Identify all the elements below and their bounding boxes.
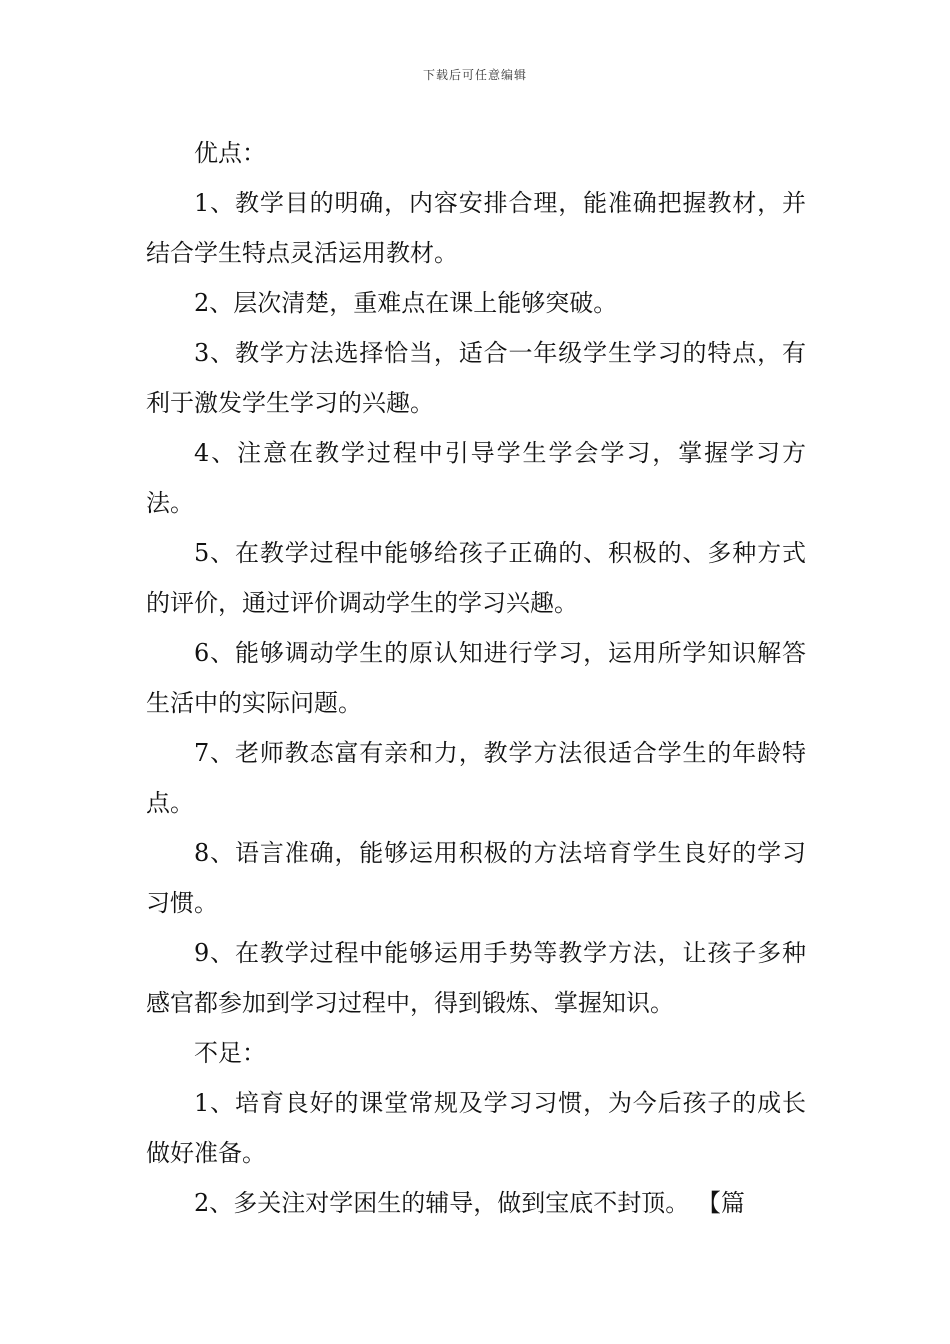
paragraph-weakness-2: 2、多关注对学困生的辅导，做到宝底不封顶。 【篇 bbox=[194, 1189, 745, 1217]
paragraph-strength-2: 2、层次清楚，重难点在课上能够突破。 bbox=[194, 289, 618, 317]
page-header-note: 下载后可任意编辑 bbox=[422, 68, 527, 82]
paragraph-strength-8: 8、语言准确，能够运用积极的方法培育学生良好的学习习惯。 bbox=[146, 839, 806, 917]
section-heading-strengths: 优点： bbox=[194, 139, 266, 167]
paragraph-strength-4: 4、注意在教学过程中引导学生学会学习，掌握学习方法。 bbox=[146, 439, 806, 517]
paragraph-strength-7: 7、老师教态富有亲和力，教学方法很适合学生的年龄特点。 bbox=[146, 739, 806, 817]
paragraph-strength-5: 5、在教学过程中能够给孩子正确的、积极的、多种方式的评价，通过评价调动学生的学习兴趣。 bbox=[146, 539, 806, 617]
paragraph-strength-3: 3、教学方法选择恰当，适合一年级学生学习的特点，有利于激发学生学习的兴趣。 bbox=[146, 339, 806, 417]
paragraph-strength-9: 9、在教学过程中能够运用手势等教学方法，让孩子多种感官都参加到学习过程中，得到锻炼、掌握知识。 bbox=[146, 939, 806, 1017]
paragraph-strength-6: 6、能够调动学生的原认知进行学习，运用所学知识解答生活中的实际问题。 bbox=[146, 639, 806, 717]
document-body bbox=[146, 128, 806, 1228]
section-heading-weaknesses: 不足： bbox=[194, 1039, 266, 1067]
paragraph-strength-1: 1、教学目的明确，内容安排合理，能准确把握教材，并结合学生特点灵活运用教材。 bbox=[146, 189, 806, 267]
paragraph-weakness-1: 1、培育良好的课堂常规及学习习惯，为今后孩子的成长做好准备。 bbox=[146, 1089, 806, 1167]
